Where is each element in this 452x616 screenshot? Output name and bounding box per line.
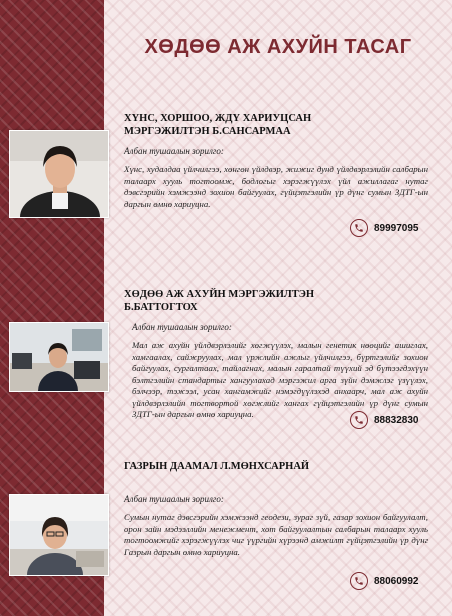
staff-1-name-line2: МЭРГЭЖИЛТЭН Б.САНСАРМАА (124, 126, 291, 137)
phone-icon (350, 572, 368, 590)
staff-photo-3 (9, 494, 109, 576)
staff-3-phone-number: 88060992 (374, 575, 419, 587)
staff-2-phone (350, 411, 419, 429)
phone-icon (350, 219, 368, 237)
staff-2-phone-number: 88832830 (374, 414, 419, 426)
staff-1-phone (350, 219, 419, 237)
staff-2-purpose-label: Албан тушаалын зорилго: (132, 322, 232, 332)
staff-3-name-line1: ГАЗРЫН ДААМАЛ Л.МӨНХСАРНАЙ (124, 461, 310, 472)
staff-2-name-line2: Б.БАТТОГТОХ (124, 302, 198, 313)
staff-photo-2 (9, 322, 109, 392)
staff-1-phone-number: 89997095 (374, 222, 419, 234)
page-title: ХӨДӨӨ АЖ АХУЙН ТАСАГ (144, 36, 412, 58)
staff-3-description: Сумын нутаг дэвсгэрийн хэмжээнд геодези, зураг зүй, газар зохион байгуулалт, орон зайн мэдээллийн менежмент, хот байгуулалтын салбарын талаарх хууль тогтоомжийг хэрэгжүүлэх чиг үүргийн хүрээнд амжилт гүйцэтгэлийн үр дүнг Газрын даргын өмнө хариуцна. (124, 512, 428, 557)
staff-3-phone (350, 572, 419, 590)
staff-1-name (124, 112, 424, 138)
staff-3-name (124, 460, 424, 473)
staff-1-name-line1: ХҮНС, ХОРШОО, ЖДҮ ХАРИУЦСАН (124, 113, 312, 124)
staff-1-description: Хүнс, худалдаа үйлчилгээ, хөнгөн үйлдвэр, жижиг дунд үйлдвэрлэлийн салбарын талаарх хууль тогтоомж, бодлогыг хэрэгжүүлэх үйл ажиллагаг нутаг дэвсгэрийн хэмжээнд зохион байгуулах, гүйцэтгэлийн үр дүнг сумын ЗДТГ-ын даргын өмнө хариуцна. (124, 164, 428, 209)
staff-1-purpose-label: Албан тушаалын зорилго: (124, 146, 224, 156)
staff-2-name (124, 288, 424, 314)
phone-icon (350, 411, 368, 429)
staff-3-purpose-label: Албан тушаалын зорилго: (124, 494, 224, 504)
staff-2-description: Мал аж ахуйн үйлдвэрлэлийг хөгжүүлэх, малын генетик нөөцийг ашиглах, хамгаалах, сайжруулах, мал үржлийн ажлыг үйлчилгээ, бүртгэлийг зохион байгуулах, сургалтаах, тайлагнах, малын гаралтай түүхий эд бүтээгдэхүүн бэлтгэлийн стандартыг хангуулахад мэргэжил арга зүйн дэмжлэг үзүүлэх, бэлчээр, тэжээл, усан хангамжийг нэмэгдүүлэхэд анхаарч, мал аж ахуйн үйлдвэрлэлийн тогтвортой хөгжлийг хангах гүйцэтгэлийн үр дүнг сумын ЗДТГ-ын даргын өмнө хариуцна. (132, 340, 428, 419)
staff-photo-1 (9, 130, 109, 218)
staff-2-name-line1: ХӨДӨӨ АЖ АХУЙН МЭРГЭЖИЛТЭН (124, 289, 315, 300)
